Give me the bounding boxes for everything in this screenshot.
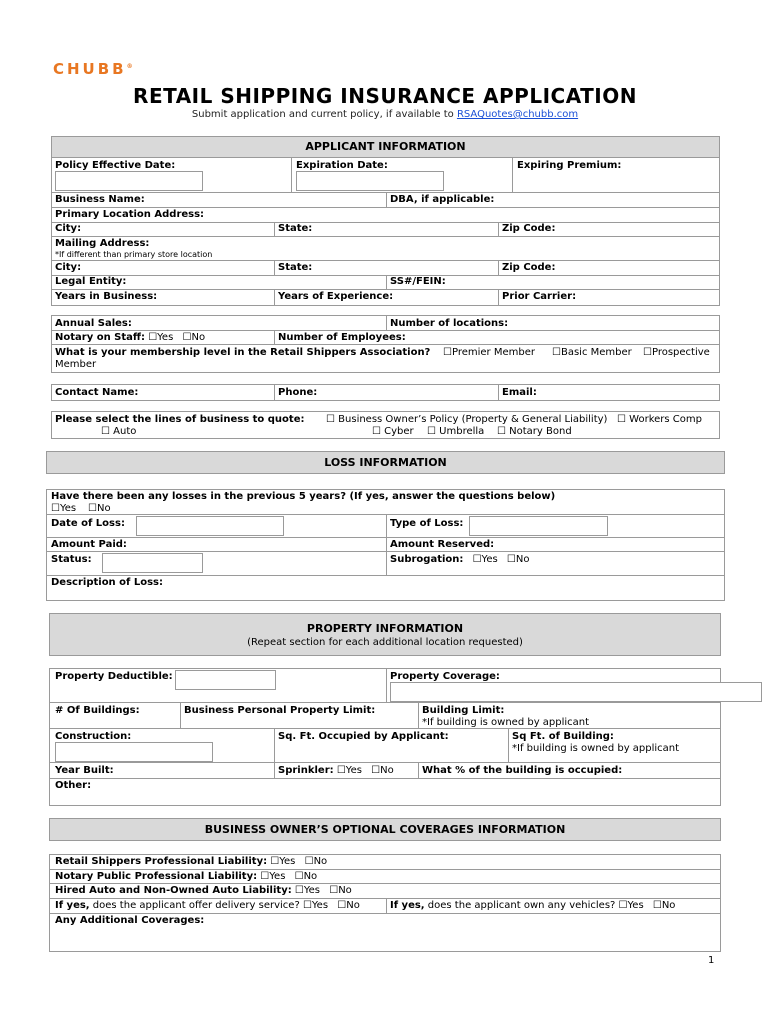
- rspl-no-checkbox[interactable]: ☐No: [304, 856, 328, 867]
- membership-question: What is your membership level in the Retail Shippers Association?: [55, 347, 431, 358]
- vehicles-no-checkbox[interactable]: ☐No: [652, 900, 676, 911]
- buildings-label: # Of Buildings:: [55, 705, 140, 716]
- npl-row: Notary Public Professional Liability: ☐Yes ☐No: [55, 871, 318, 882]
- city-label: City:: [55, 223, 82, 234]
- other-label: Other:: [55, 780, 92, 791]
- npl-no-checkbox[interactable]: ☐No: [294, 871, 318, 882]
- expiring-premium-label: Expiring Premium:: [517, 160, 622, 171]
- primary-location-label: Primary Location Address:: [55, 209, 205, 220]
- loss-section-header: LOSS INFORMATION: [46, 451, 725, 474]
- annual-sales-label: Annual Sales:: [55, 318, 132, 329]
- premier-member-checkbox[interactable]: ☐Premier Member: [443, 347, 535, 358]
- prospective-member-checkbox[interactable]: ☐Prospective: [643, 347, 710, 358]
- rspl-row: Retail Shippers Professional Liability: ☐Yes ☐No: [55, 856, 328, 867]
- sprinkler-yes-checkbox[interactable]: ☐Yes: [336, 765, 362, 776]
- additional-coverages-label: Any Additional Coverages:: [55, 915, 205, 926]
- expiration-date-field[interactable]: [296, 171, 444, 191]
- lines-prompt: Please select the lines of business to quote:: [55, 414, 305, 425]
- cyber-checkbox[interactable]: ☐ Cyber: [372, 426, 414, 437]
- page-title: RETAIL SHIPPING INSURANCE APPLICATION: [133, 84, 637, 108]
- hnoa-no-checkbox[interactable]: ☐No: [329, 885, 352, 896]
- bpp-limit-label: Business Personal Property Limit:: [184, 705, 376, 716]
- loss-no-checkbox[interactable]: ☐No: [88, 503, 111, 514]
- employees-label: Number of Employees:: [278, 332, 406, 343]
- property-coverage-label: Property Coverage:: [390, 671, 500, 682]
- notary-yes-checkbox[interactable]: ☐Yes: [148, 332, 174, 343]
- state-label: State:: [278, 223, 313, 234]
- optional-section-header: BUSINESS OWNER’S OPTIONAL COVERAGES INFORMATION: [49, 818, 721, 841]
- email-label: Email:: [502, 387, 537, 398]
- property-deductible-field[interactable]: [175, 670, 276, 690]
- notary-bond-checkbox[interactable]: ☐ Notary Bond: [497, 426, 572, 437]
- loss-yes-checkbox[interactable]: ☐Yes: [51, 503, 77, 514]
- legal-entity-label: Legal Entity:: [55, 276, 127, 287]
- mailing-city-label: City:: [55, 262, 82, 273]
- construction-field[interactable]: [55, 742, 213, 762]
- construction-label: Construction:: [55, 731, 132, 742]
- zip-label: Zip Code:: [502, 223, 556, 234]
- auto-checkbox[interactable]: ☐ Auto: [101, 426, 137, 437]
- building-limit-label: Building Limit:: [422, 705, 505, 716]
- email-link[interactable]: RSAQuotes@chubb.com: [456, 109, 579, 120]
- delivery-yes-checkbox[interactable]: ☐Yes: [302, 900, 329, 911]
- business-name-label: Business Name:: [55, 194, 145, 205]
- building-limit-note: *If building is owned by applicant: [422, 717, 590, 728]
- policy-effective-date-label: Policy Effective Date:: [55, 160, 176, 171]
- hnoa-row: Hired Auto and Non-Owned Auto Liability: ☐Yes ☐No: [55, 885, 352, 896]
- hnoa-yes-checkbox[interactable]: ☐Yes: [294, 885, 321, 896]
- type-of-loss-label: Type of Loss:: [390, 518, 464, 529]
- loss-question: Have there been any losses in the previous 5 years? (If yes, answer the questions below): [51, 491, 556, 502]
- amount-paid-label: Amount Paid:: [51, 539, 127, 550]
- status-label: Status:: [51, 554, 92, 565]
- description-of-loss-label: Description of Loss:: [51, 577, 164, 588]
- amount-reserved-label: Amount Reserved:: [390, 539, 495, 550]
- pct-occupied-label: What % of the building is occupied:: [422, 765, 623, 776]
- sprinkler-row: Sprinkler: ☐Yes ☐No: [278, 765, 394, 776]
- property-header-subtitle: (Repeat section for each additional location requested): [247, 637, 523, 648]
- phone-label: Phone:: [278, 387, 318, 398]
- member-label: Member: [55, 359, 97, 370]
- mailing-note: *If different than primary store location: [55, 250, 213, 259]
- property-deductible-label: Property Deductible:: [55, 671, 173, 682]
- mailing-zip-label: Zip Code:: [502, 262, 556, 273]
- page-subtitle: Submit application and current policy, if available to RSAQuotes@chubb.com: [191, 109, 579, 120]
- subrogation-yes-checkbox[interactable]: ☐Yes: [472, 554, 498, 565]
- property-coverage-field[interactable]: [390, 682, 762, 702]
- years-in-business-label: Years in Business:: [55, 291, 158, 302]
- property-header-title: PROPERTY INFORMATION: [306, 622, 464, 635]
- contact-block: [51, 384, 720, 401]
- sqft-building-note: *If building is owned by applicant: [512, 743, 680, 754]
- basic-member-checkbox[interactable]: ☐Basic Member: [552, 347, 632, 358]
- notary-on-staff-row: Notary on Staff: ☐Yes ☐No: [55, 332, 206, 343]
- number-locations-label: Number of locations:: [390, 318, 509, 329]
- type-of-loss-field[interactable]: [469, 516, 608, 536]
- subrogation-row: Subrogation: ☐Yes ☐No: [390, 554, 530, 565]
- mailing-address-label: Mailing Address:: [55, 238, 150, 249]
- date-of-loss-label: Date of Loss:: [51, 518, 125, 529]
- policy-effective-date-field[interactable]: [55, 171, 203, 191]
- sqft-occupied-label: Sq. Ft. Occupied by Applicant:: [278, 731, 449, 742]
- umbrella-checkbox[interactable]: ☐ Umbrella: [427, 426, 485, 437]
- year-built-label: Year Built:: [55, 765, 114, 776]
- prior-carrier-label: Prior Carrier:: [502, 291, 577, 302]
- years-experience-label: Years of Experience:: [278, 291, 394, 302]
- contact-name-label: Contact Name:: [55, 387, 139, 398]
- workers-comp-checkbox[interactable]: ☐ Workers Comp: [617, 414, 702, 425]
- npl-yes-checkbox[interactable]: ☐Yes: [260, 871, 286, 882]
- delivery-row: If yes, does the applicant offer delivery service? ☐Yes ☐No: [55, 900, 360, 911]
- vehicles-row: If yes, does the applicant own any vehicles? ☐Yes ☐No: [390, 900, 676, 911]
- expiration-date-label: Expiration Date:: [296, 160, 388, 171]
- status-field[interactable]: [102, 553, 203, 573]
- property-section-header: [49, 613, 721, 656]
- date-of-loss-field[interactable]: [136, 516, 284, 536]
- ssfein-label: SS#/FEIN:: [390, 276, 446, 287]
- vehicles-yes-checkbox[interactable]: ☐Yes: [618, 900, 644, 911]
- delivery-no-checkbox[interactable]: ☐No: [337, 900, 360, 911]
- applicant-section-header: APPLICANT INFORMATION: [51, 136, 720, 158]
- mailing-state-label: State:: [278, 262, 313, 273]
- dba-label: DBA, if applicable:: [390, 194, 495, 205]
- sqft-building-label: Sq Ft. of Building:: [512, 731, 614, 742]
- chubb-logo: CHUBB®: [53, 60, 133, 78]
- subrogation-no-checkbox[interactable]: ☐No: [506, 554, 530, 565]
- bop-checkbox[interactable]: ☐ Business Owner’s Policy (Property & General Liability): [326, 414, 608, 425]
- rspl-yes-checkbox[interactable]: ☐Yes: [270, 856, 296, 867]
- notary-no-checkbox[interactable]: ☐No: [182, 332, 206, 343]
- sprinkler-no-checkbox[interactable]: ☐No: [371, 765, 394, 776]
- page-number: 1: [708, 955, 715, 966]
